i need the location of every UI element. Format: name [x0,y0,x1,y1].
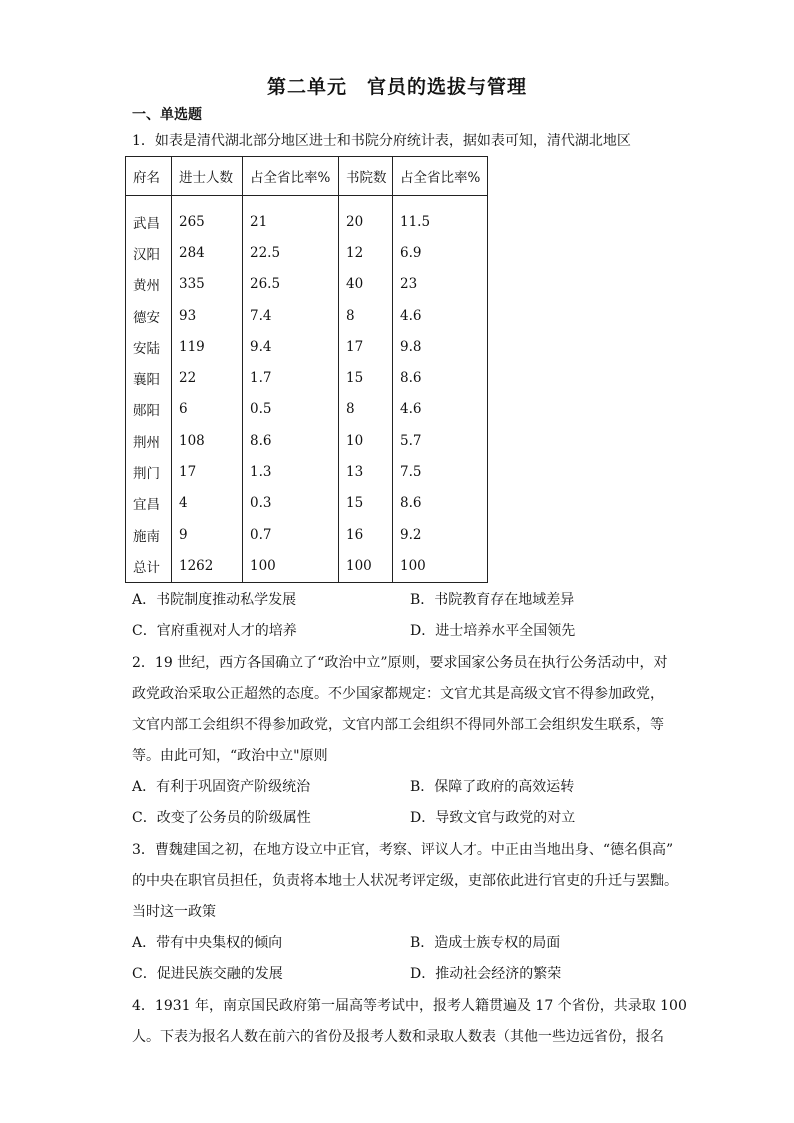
table-cell: 9.2 [393,519,488,550]
table-row [126,362,488,393]
table-cell: 17 [172,456,243,487]
q2-option-c[interactable]: C．改变了公务员的阶级属性 [132,810,311,826]
q1-stem: 1．如表是清代湖北部分地区进士和书院分府统计表，据如表可知，清代湖北地区 [132,133,631,149]
table-cell: 6 [172,394,243,425]
table-row [126,196,488,238]
table-cell: 10 [339,425,393,456]
table-cell: 8 [339,394,393,425]
header-cell: 府名 [126,157,172,196]
q4-stem-line: 4．1931 年，南京国民政府第一届高等考试中，报考人籍贯遍及 17 个省份，共录取 100 [132,998,687,1014]
table-cell: 荆门 [126,456,172,487]
header-cell: 占全省比率% [393,157,488,196]
table-cell: 汉阳 [126,237,172,268]
table-cell: 335 [172,269,243,300]
q1-option-d[interactable]: D．进士培养水平全国领先 [410,623,576,639]
table-cell: 黄州 [126,269,172,300]
header-cell: 书院数 [339,157,393,196]
table-cell: 总计 [126,550,172,582]
table-row [126,300,488,331]
table-cell: 8.6 [393,488,488,519]
table-cell: 100 [243,550,339,582]
table-cell: 1262 [172,550,243,582]
table-row [126,425,488,456]
table-cell: 安陆 [126,331,172,362]
q4-stem-line: 人。下表为报名人数在前六的省份及报考人数和录取人数表（其他一些边远省份，报名 [132,1029,664,1045]
table-cell: 40 [339,269,393,300]
table-cell: 8.6 [243,425,339,456]
table-row [126,331,488,362]
table-cell: 22 [172,362,243,393]
q2-stem-line: 2．19 世纪，西方各国确立了“政治中立”原则，要求国家公务员在执行公务活动中，对 [132,655,668,671]
table-cell: 13 [339,456,393,487]
table-cell: 15 [339,488,393,519]
q1-option-b[interactable]: B．书院教育存在地域差异 [410,592,575,608]
q1-statistics-table [125,156,488,583]
table-cell: 93 [172,300,243,331]
table-cell: 0.7 [243,519,339,550]
page-title: 第二单元 官员的选拔与管理 [266,76,527,98]
q2-stem-line: 等。由此可知，“政治中立"原则 [132,748,328,764]
table-cell: 6.9 [393,237,488,268]
q1-option-a[interactable]: A．书院制度推动私学发展 [132,592,297,608]
q2-option-a[interactable]: A．有利于巩固资产阶级统治 [132,779,311,795]
table-cell: 4.6 [393,300,488,331]
table-row [126,519,488,550]
table-cell: 16 [339,519,393,550]
table-cell: 德安 [126,300,172,331]
table-row [126,488,488,519]
table-cell: 21 [243,196,339,238]
table-cell: 20 [339,196,393,238]
table-cell: 26.5 [243,269,339,300]
table-cell: 108 [172,425,243,456]
table-cell: 襄阳 [126,362,172,393]
table-cell: 1.3 [243,456,339,487]
q2-stem-line: 政党政治采取公正超然的态度。不少国家都规定：文官尤其是高级文官不得参加政党， [132,686,664,702]
table-row [126,550,488,582]
table-cell: 284 [172,237,243,268]
table-cell: 0.3 [243,488,339,519]
table-cell: 7.4 [243,300,339,331]
table-cell: 宜昌 [126,488,172,519]
table-cell: 9.4 [243,331,339,362]
q3-option-a[interactable]: A．带有中央集权的倾向 [132,935,283,951]
table-cell: 100 [339,550,393,582]
q3-stem-line: 3．曹魏建国之初，在地方设立中正官，考察、评议人才。中正由当地出身、“德名俱高” [132,842,674,858]
q3-stem-line: 当时这一政策 [132,904,216,920]
table-cell: 4 [172,488,243,519]
header-cell: 占全省比率% [243,157,339,196]
q2-option-d[interactable]: D．导致文官与政党的对立 [410,810,576,826]
table-cell: 17 [339,331,393,362]
table-cell: 0.5 [243,394,339,425]
table-row [126,269,488,300]
table-row [126,394,488,425]
q3-option-c[interactable]: C．促进民族交融的发展 [132,966,283,982]
table-cell: 8 [339,300,393,331]
table-cell: 武昌 [126,196,172,238]
table-cell: 施南 [126,519,172,550]
q1-option-c[interactable]: C．官府重视对人才的培养 [132,623,297,639]
table-cell: 5.7 [393,425,488,456]
table-cell: 265 [172,196,243,238]
table-cell: 11.5 [393,196,488,238]
table-cell: 郧阳 [126,394,172,425]
section-heading: 一、单选题 [132,107,202,123]
table-cell: 22.5 [243,237,339,268]
table-cell: 8.6 [393,362,488,393]
table-cell: 15 [339,362,393,393]
table-cell: 荆州 [126,425,172,456]
table-cell: 4.6 [393,394,488,425]
table-cell: 12 [339,237,393,268]
q3-option-b[interactable]: B．造成士族专权的局面 [410,935,561,951]
table-cell: 23 [393,269,488,300]
q3-option-d[interactable]: D．推动社会经济的繁荣 [410,966,562,982]
table-header-row [126,157,488,196]
header-cell: 进士人数 [172,157,243,196]
table-row [126,237,488,268]
table-cell: 100 [393,550,488,582]
table-cell: 119 [172,331,243,362]
table-cell: 1.7 [243,362,339,393]
q2-option-b[interactable]: B．保障了政府的高效运转 [410,779,575,795]
q2-stem-line: 文官内部工会组织不得参加政党，文官内部工会组织不得同外部工会组织发生联系，等 [132,717,664,733]
table-cell: 9 [172,519,243,550]
q3-stem-line: 的中央在职官员担任，负责将本地士人状况考评定级，吏部依此进行官吏的升迁与罢黜。 [132,873,678,889]
table-cell: 7.5 [393,456,488,487]
table-cell: 9.8 [393,331,488,362]
table-row [126,456,488,487]
